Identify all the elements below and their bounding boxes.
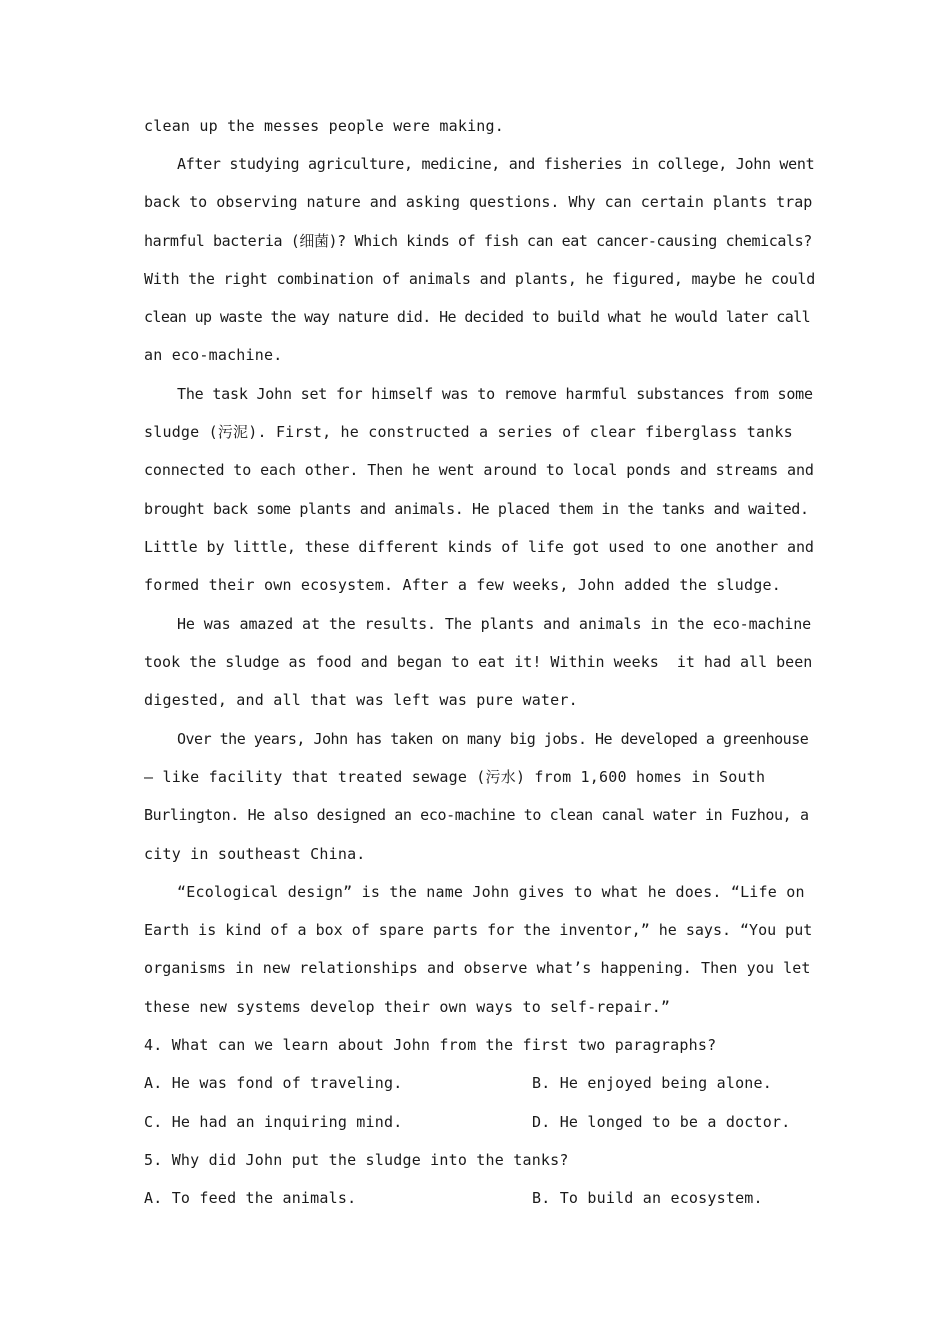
passage-line: took the sludge as food and began to eat it! Within weeks it had all been <box>144 653 813 671</box>
passage-line: formed their own ecosystem. After a few weeks, John added the sludge. <box>144 576 781 594</box>
passage-line: With the right combination of animals and plants, he figured, maybe he could <box>144 270 816 288</box>
question-4-option-b: B. He enjoyed being alone. <box>532 1074 772 1092</box>
question-5-option-a: A. To feed the animals. <box>144 1189 357 1207</box>
passage-line: He was amazed at the results. The plants and animals in the eco-machine <box>177 615 812 633</box>
passage-line: these new systems develop their own ways to self-repair.” <box>144 998 671 1016</box>
passage-line: Over the years, John has taken on many big jobs. He developed a greenhouse <box>177 730 809 748</box>
passage-line: an eco-machine. <box>144 346 283 364</box>
passage-line: sludge (污泥). First, he constructed a series of clear fiberglass tanks <box>144 423 793 441</box>
passage-line: organisms in new relationships and observe what’s happening. Then you let <box>144 959 811 977</box>
passage-line: The task John set for himself was to remove harmful substances from some <box>177 385 813 403</box>
question-4-option-a: A. He was fond of traveling. <box>144 1074 403 1092</box>
passage-line: digested, and all that was left was pure water. <box>144 691 578 709</box>
passage-line: Little by little, these different kinds of life got used to one another and <box>144 538 814 556</box>
question-5-stem: 5. Why did John put the sludge into the tanks? <box>144 1151 569 1169</box>
question-4-option-d: D. He longed to be a doctor. <box>532 1113 791 1131</box>
passage-line: After studying agriculture, medicine, and fisheries in college, John went <box>177 155 815 173</box>
passage-line: harmful bacteria (细菌)? Which kinds of fish can eat cancer-causing chemicals? <box>144 232 812 250</box>
question-5-option-b: B. To build an ecosystem. <box>532 1189 763 1207</box>
passage-line: back to observing nature and asking questions. Why can certain plants trap <box>144 193 813 211</box>
passage-line: Earth is kind of a box of spare parts for the inventor,” he says. “You put <box>144 921 813 939</box>
passage-line: brought back some plants and animals. He placed them in the tanks and waited. <box>144 500 809 518</box>
question-4-option-c: C. He had an inquiring mind. <box>144 1113 403 1131</box>
passage-line: clean up waste the way nature did. He decided to build what he would later call <box>144 308 811 326</box>
passage-line: “Ecological design” is the name John gives to what he does. “Life on <box>177 883 805 901</box>
passage-line: clean up the messes people were making. <box>144 117 504 135</box>
passage-line: city in southeast China. <box>144 845 366 863</box>
passage-line: Burlington. He also designed an eco-machine to clean canal water in Fuzhou, a <box>144 806 809 824</box>
passage-line: connected to each other. Then he went around to local ponds and streams and <box>144 461 814 479</box>
passage-line: — like facility that treated sewage (污水) from 1,600 homes in South <box>144 768 766 786</box>
question-4-stem: 4. What can we learn about John from the first two paragraphs? <box>144 1036 717 1054</box>
